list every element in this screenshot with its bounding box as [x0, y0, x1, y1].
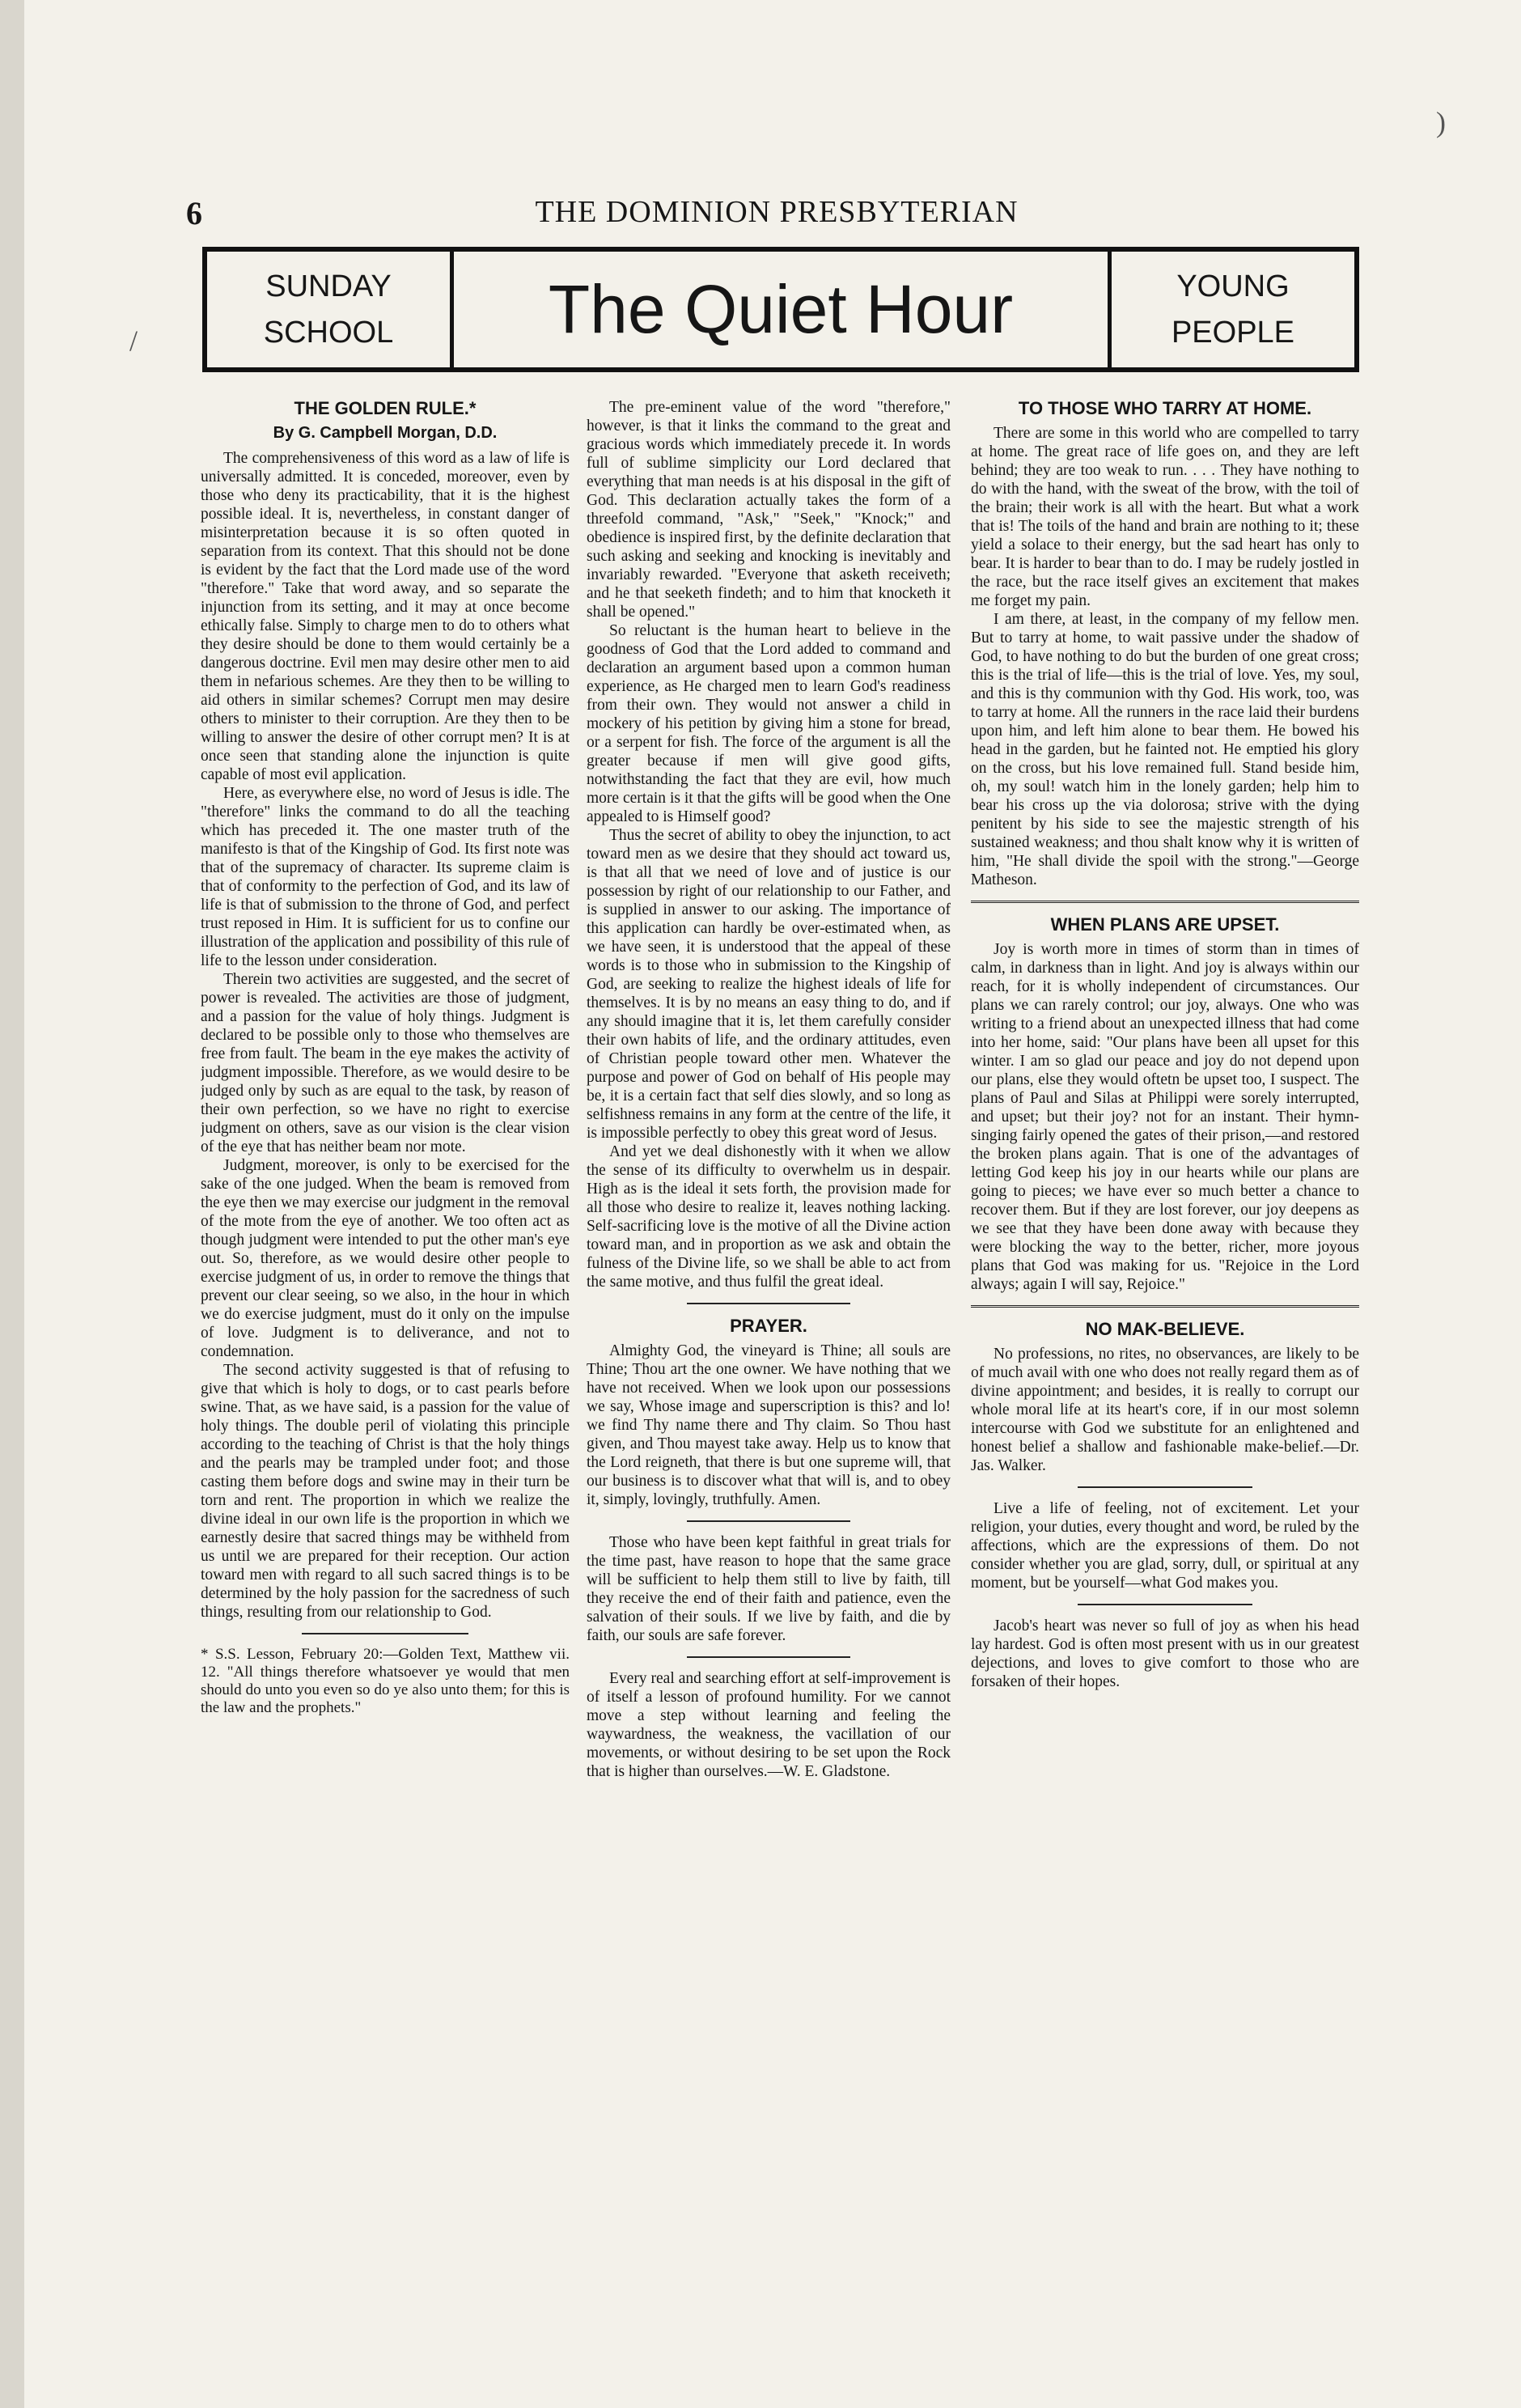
divider: [687, 1656, 851, 1658]
article-paragraph: The comprehensiveness of this word as a law of life is universally admitted. It is conceded, moreover, even by those who deny its practicability, that it is the highest possible ideal. It is, nevertheless, in constant danger of misinterpretation because it is so often quoted in separation from its context. That this should not be done is evident by the fact that the Lord made use of the word "therefore." Take that word away, and so separate the injunction from its setting, and it may at once become ethically false. Simply to charge men to do to others what they desire should be done to them would certainly be a dangerous doctrine. Evil men may desire other men to aid them in nefarious schemes. Are they then to be willing to aid others in similar schemes? Corrupt men may desire others to minister to their corruption. Are they then to be willing to answer the desire of other corrupt men? It is at once seen that standing alone the injunction is quite capable of most evil application.: [201, 450, 570, 783]
section-banner: [202, 247, 1359, 372]
column-3: [971, 398, 1359, 2311]
article-paragraph: No professions, no rites, no observances, are likely to be of much avail with one who does not really regard them as of divine appointment; and besides, it is really to corrupt our whole moral life at its heart's core, if in our most solemn intercourse with God we substitute for an enlightened and honest belief a shallow and fashionable make-belief.—Dr. Jas. Walker.: [971, 1346, 1359, 1474]
scan-mark: /: [129, 324, 138, 357]
article-paragraph: Here, as everywhere else, no word of Jesus is idle. The "therefore" links the command to do all the teaching which has preceded it. The one master truth of the manifesto is that of the Kingship of God. Its first note was that of the supremacy of character. Its supreme claim is that of conformity to the perfection of God, and its law of life is that of submission to the throne of God, and perfect trust reposed in Him. It is sufficient for us to confine our illustration of the application and possibility of this rule of life to the lesson under consideration.: [201, 785, 570, 969]
article-paragraph: Joy is worth more in times of storm than in times of calm, in darkness than in light. And joy is always within our reach, for it is wholly independent of circumstances. Our plans we can rarely control; our joy, always. One who was writing to a friend about an unexpected illness that had come into her home, said: "Our plans have been all upset for this winter. I am so glad our peace and joy do not depend upon our plans, else they would oftetn be upset too, I suspect. The plans of Paul and Silas at Philippi were sorely interrupted, and upset; but their joy? not for an instant. Their hymn-singing fairly opened the gates of their prison,—and restored the broken plans again. That is one of the advantages of letting God keep his joy in our hearts while our plans are going to pieces; we have ever so much better a chance to recover them. But if they are lost forever, our joy deepens as we see that they have been done away with because they were blocking the way to the better, richer, more joyous plans that God was making for us. "Rejoice in the Lord always; again I will say, Rejoice.": [971, 941, 1359, 1293]
feeling-paragraph: Live a life of feeling, not of excitement. Let your religion, your duties, every thought and word, be ruled by the affections, which are the expressions of them. Do not consider whether you are glad, sorry, dull, or spiritual at any moment, but be yourself—what God makes you.: [971, 1500, 1359, 1592]
tarry-title: TO THOSE WHO TARRY AT HOME.: [1018, 398, 1312, 418]
article-paragraph: I am there, at least, in the company of my fellow men. But to tarry at home, to wait passive under the shadow of God, to have nothing to do but the burden of one great cross; this is the trial of life—this is the trial of love. Yes, my soul, and this is thy communion with thy God. His work, too, was to tarry at home. All the runners in the race laid their burdens upon him, and left him alone to bear them. He bowed his head in the garden, but he fainted not. He emptied his glory on the cross, but his love remained full. Stand beside him, oh, my soul! watch him in the lonely garden; help him to bear his cross up the via dolorosa; strive with the dying penitent by his side to see the majestic strength of his sustained weakness; and thou shalt know why it is written of him, "He shall divide the spoil with the strong."—George Matheson.: [971, 611, 1359, 888]
banner-sunday-school: [207, 252, 454, 367]
divider: [687, 1303, 851, 1304]
banner-left-line2: SCHOOL: [263, 315, 394, 350]
banner-left-line1: SUNDAY: [265, 269, 392, 303]
column-1: [201, 398, 570, 2311]
banner-young-people: [1108, 252, 1354, 367]
article-paragraph: The second activity suggested is that of refusing to give that which is holy to dogs, or to cast pearls before swine. That, as we have said, is a passion for the value of holy things. The double peril of violating this principle according to the teaching of Christ is that the holy things and the pearls may be trampled under foot; and those casting them before dogs and swine may in their turn be torn and rent. The proportion in which we realize the divine ideal in our own life is the proportion in which we earnestly desire that sacred things may be withheld from us until we are prepared for their reception. Our action toward men with regard to all such sacred things is to be determined by the holy passion for the sacredness of such things, resulting from our relationship to God.: [201, 1362, 570, 1621]
divider: [971, 901, 1359, 903]
divider: [971, 1305, 1359, 1308]
article-paragraph: And yet we deal dishonestly with it when we allow the sense of its difficulty to overwhelm us in despair. High as is the ideal it sets forth, the provision made for all those who desire to realize it, leaves nothing lacking. Self-sacrificing love is the motive of all the Divine action toward man, and in proportion as we ask and obtain the fulness of the Divine life, so we shall be able to act from the same motive, and thus fulfil the great ideal.: [587, 1143, 951, 1291]
prayer-title: PRAYER.: [730, 1316, 807, 1336]
article-byline: By G. Campbell Morgan, D.D.: [273, 424, 498, 442]
page-edge-shadow: [0, 0, 24, 2408]
gladstone-paragraph: Every real and searching effort at self-improvement is of itself a lesson of profound humility. For we cannot move a step without learning and feeling the waywardness, the weakness, the vacillation of our movements, or without desiring to be set upon the Rock that is higher than ourselves.—W. E. Gladstone.: [587, 1670, 951, 1780]
article-paragraph: Thus the secret of ability to obey the injunction, to act toward men as we desire that they should act toward us, is that all that we need of love and of justice is our possession by right of our relationship to our Father, and is supplied in answer to our asking. The importance of this application can hardly be over-estimated when, as we have seen, it is understood that the appeal of these words is to those who in submission to the Kingship of God, are seeking to realize the highest ideals of life for themselves. It is by no means an easy thing to do, and if any should imagine that it is, let them carefully consider their own habits of life, and the ordinary attitudes, even of Christian people toward other men. Whatever the purpose and power of God on behalf of His people may be, it is a certain fact that self dies slowly, and so long as selfishness remains in any form at the centre of the life, it is impossible perfectly to obey this great word of Jesus.: [587, 827, 951, 1142]
article-paragraph: Therein two activities are suggested, and the secret of power is revealed. The activities are those of judgment, and a passion for the value of holy things. Judgment is declared to be possible only to those who themselves are free from fault. The beam in the eye makes the activity of judgment impossible. Therefore, as we would desire to be judged only by such as are equal to the task, by reason of their own perfection, so we have no right to exercise judgment on others, save as our vision is the clear vision of the eye that has neither beam nor mote.: [201, 971, 570, 1155]
article-paragraph: The pre-eminent value of the word "therefore," however, is that it links the command to the great and gracious words which immediately precede it. In words full of sublime simplicity our Lord declared that everything that man needs is at his disposal in the gift of God. This declaration actually takes the form of a threefold command, "Ask," "Seek," "Knock;" and obedience is inspired first, by the definite declaration that such asking and seeking and knocking is inevitably and invariably rewarded. "Everyone that asketh receiveth; and he that seeketh findeth; and to him that knocketh it shall be opened.": [587, 399, 951, 621]
jacob-paragraph: Jacob's heart was never so full of joy as when his head lay hardest. God is often most present with us in our greatest dejections, and loves to give comfort to those who are forsaken of their hopes.: [971, 1617, 1359, 1690]
prayer-text: Almighty God, the vineyard is Thine; all souls are Thine; Thou art the one owner. We have nothing that we have not received. When we look upon our possessions we say, Whose image and superscription is this? and lo! we find Thy name there and Thy claim. So Thou hast given, and Thou mayest take away. Help us to know that the Lord reigneth, that there is but one supreme will, that our business is to discover what that will is, and to obey it, simply, lovingly, truthfully. Amen.: [587, 1342, 951, 1508]
banner-title: The Quiet Hour: [548, 271, 1014, 347]
article-paragraph: Judgment, moreover, is only to be exercised for the sake of the one judged. When the beam is removed from the eye then we may exercise our judgment in the removal of the mote from the eye of another. We too often act as though judgment were intended to put the other man's eye out. So, therefore, as we would desire other people to exercise judgment of us, in order to remove the things that prevent our clear seeing, so we also, in the hour in which we do exercise judgment, must do it only on the impulse of love. Judgment is to deliverance, and not to condemnation.: [201, 1157, 570, 1360]
divider: [1078, 1486, 1252, 1488]
divider: [302, 1633, 468, 1634]
article-paragraph: So reluctant is the human heart to believe in the goodness of God that the Lord added to command and declaration an argument based upon a common human experience, as He charged men to learn God's readiness from their own. They would not answer a child in mockery of his petition by giving him a stone for bread, or a serpent for fish. The force of the argument is all the greater because if men will give good gifts, notwithstanding the fact that they are evil, how much more certain is it that the gifts will be good when the One appealed to is Himself good?: [587, 622, 951, 825]
divider: [687, 1520, 851, 1522]
divider: [1078, 1604, 1252, 1605]
scan-mark: ): [1436, 106, 1446, 138]
faithful-paragraph: Those who have been kept faithful in great trials for the time past, have reason to hope that the same grace will be sufficient to help them still to live by faith, till they receive the end of their faith and patience, even the salvation of their souls. If we live by faith, and die by faith, our souls are safe forever.: [587, 1534, 951, 1644]
banner-right-line2: PEOPLE: [1171, 315, 1295, 350]
plans-title: WHEN PLANS ARE UPSET.: [1050, 914, 1280, 935]
article-paragraph: There are some in this world who are compelled to tarry at home. The great race of life goes on, and they are left behind; they are too weak to run. . . . They have nothing to do with the hand, with the sweat of the brow, with the toil of the brain; their work is all with the heart. But what a work that is! The toils of the hand and brain are nothing to it; these yield a solace to their energy, but the sad heart has only to bear. It is harder to bear than to do. I may be rudely jostled in the race, but the race itself gives an excitement that makes me forget my pain.: [971, 425, 1359, 609]
article-title: THE GOLDEN RULE.*: [294, 398, 477, 418]
makebelieve-title: NO MAK-BELIEVE.: [1085, 1319, 1245, 1339]
column-2: [587, 398, 951, 2311]
publication-title: THE DOMINION PRESBYTERIAN: [535, 195, 1019, 229]
footnote: * S.S. Lesson, February 20:—Golden Text, Matthew vii. 12. "All things therefore whatsoever ye would that men should do unto you even so do ye also unto them; for this is the law and the prophets.": [201, 1646, 570, 1716]
banner-right-line1: YOUNG: [1176, 269, 1290, 303]
page-number: 6: [186, 195, 202, 231]
running-header: [186, 194, 1367, 243]
